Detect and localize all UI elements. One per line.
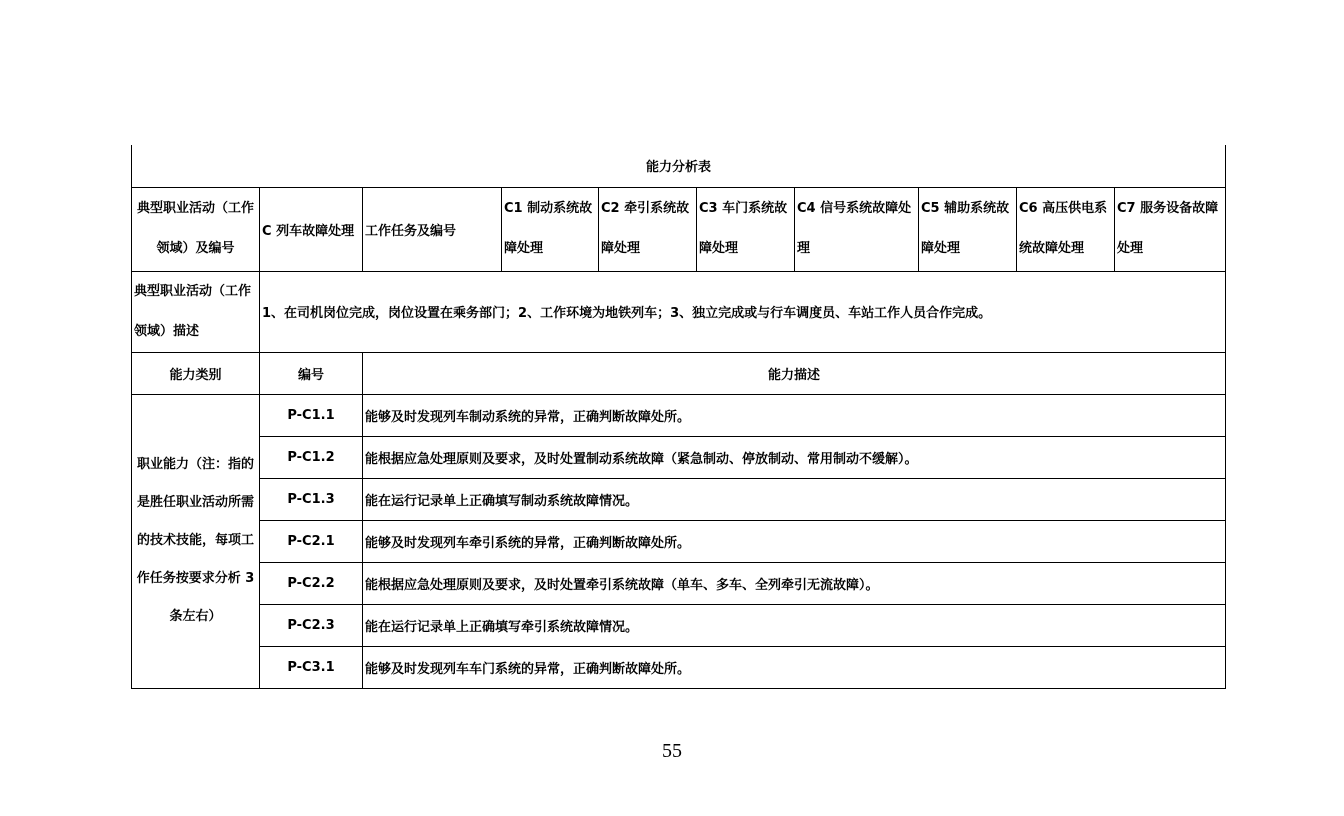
ability-description: 能根据应急处理原则及要求，及时处置牵引系统故障（单车、多车、全列牵引无流故障）。 [363,562,1226,604]
table-row [132,520,1226,562]
task-label: 工作任务及编号 [363,187,502,271]
ability-description: 能在运行记录单上正确填写牵引系统故障情况。 [363,604,1226,646]
table-row [132,604,1226,646]
header-row [132,352,1226,394]
table-row [132,646,1226,688]
ability-code: P-C2.1 [260,520,363,562]
activity-label: 典型职业活动（工作领域）及编号 [132,187,260,271]
header-category: 能力类别 [132,352,260,394]
title-row [132,145,1226,187]
task-c4: C4 信号系统故障处理 [795,187,919,271]
table-row [132,436,1226,478]
task-c6: C6 高压供电系统故障处理 [1017,187,1115,271]
task-c2: C2 牵引系统故障处理 [599,187,697,271]
ability-analysis-table [131,145,1226,689]
ability-category: 职业能力（注：指的是胜任职业活动所需的技术技能，每项工作任务按要求分析 3 条左右） [132,394,260,688]
header-code: 编号 [260,352,363,394]
activity-row [132,187,1226,271]
task-c1: C1 制动系统故障处理 [502,187,599,271]
header-description: 能力描述 [363,352,1226,394]
table-row [132,562,1226,604]
table-row [132,394,1226,436]
ability-code: P-C2.2 [260,562,363,604]
activity-value: C 列车故障处理 [260,187,363,271]
description-label: 典型职业活动（工作领域）描述 [132,271,260,352]
task-c3: C3 车门系统故障处理 [697,187,795,271]
ability-description: 能在运行记录单上正确填写制动系统故障情况。 [363,478,1226,520]
page-number: 55 [662,740,682,762]
ability-code: P-C1.2 [260,436,363,478]
ability-description: 能够及时发现列车牵引系统的异常，正确判断故障处所。 [363,520,1226,562]
ability-code: P-C1.1 [260,394,363,436]
task-c7: C7 服务设备故障处理 [1115,187,1226,271]
ability-description: 能够及时发现列车制动系统的异常，正确判断故障处所。 [363,394,1226,436]
table-row [132,478,1226,520]
ability-code: P-C2.3 [260,604,363,646]
ability-code: P-C3.1 [260,646,363,688]
ability-description: 能够及时发现列车车门系统的异常，正确判断故障处所。 [363,646,1226,688]
ability-description: 能根据应急处理原则及要求，及时处置制动系统故障（紧急制动、停放制动、常用制动不缓解）。 [363,436,1226,478]
description-value: 1、在司机岗位完成，岗位设置在乘务部门；2、工作环境为地铁列车；3、独立完成或与行车调度员、车站工作人员合作完成。 [260,271,1226,352]
ability-code: P-C1.3 [260,478,363,520]
table-title: 能力分析表 [132,145,1226,187]
description-row [132,271,1226,352]
task-c5: C5 辅助系统故障处理 [919,187,1017,271]
